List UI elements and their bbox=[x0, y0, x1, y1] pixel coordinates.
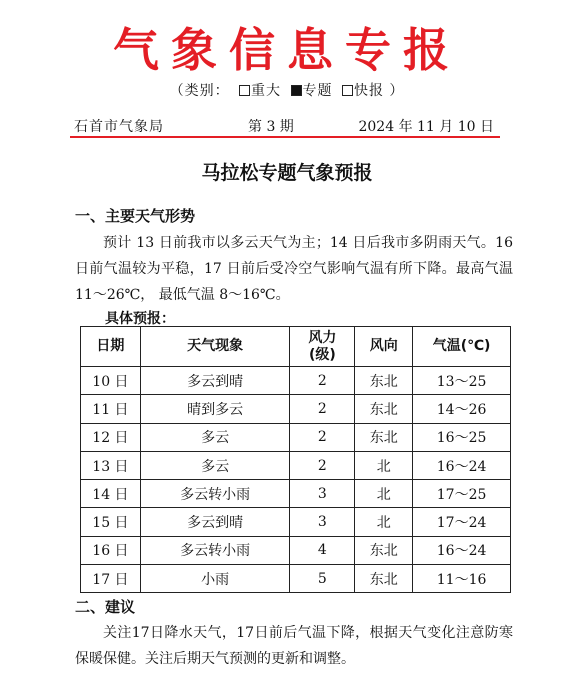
header-date: 日期 bbox=[81, 327, 141, 367]
table-row bbox=[81, 508, 511, 536]
header-wind-force-label: 风力(级) bbox=[308, 329, 337, 363]
category-line bbox=[0, 80, 574, 100]
cell-wind-force: 5 bbox=[290, 565, 355, 593]
cell-weather: 晴到多云 bbox=[140, 395, 290, 423]
forecast-table-caption: 具体预报： bbox=[105, 311, 175, 327]
issue-line bbox=[70, 116, 500, 138]
cell-date: 11 日 bbox=[81, 395, 141, 423]
cell-wind-force: 2 bbox=[290, 451, 355, 479]
table-row bbox=[81, 367, 511, 395]
checkbox-major-icon bbox=[239, 85, 250, 96]
cell-wind-force: 3 bbox=[290, 508, 355, 536]
cell-temperature: 16～24 bbox=[413, 451, 511, 479]
cell-wind-direction: 东北 bbox=[355, 395, 413, 423]
cell-wind-direction: 东北 bbox=[355, 367, 413, 395]
cell-wind-direction: 北 bbox=[355, 480, 413, 508]
issue-date: 2024 年 11 月 10 日 bbox=[358, 119, 494, 135]
table-row bbox=[81, 480, 511, 508]
cell-wind-force: 2 bbox=[290, 423, 355, 451]
cell-temperature: 11～16 bbox=[413, 565, 511, 593]
table-row bbox=[81, 451, 511, 479]
cell-date: 12 日 bbox=[81, 423, 141, 451]
header-wind-force bbox=[290, 327, 355, 367]
category-option-special: 专题 bbox=[302, 83, 333, 99]
cell-date: 10 日 bbox=[81, 367, 141, 395]
cell-date: 13 日 bbox=[81, 451, 141, 479]
issuing-organization: 石首市气象局 bbox=[74, 119, 164, 135]
cell-date: 15 日 bbox=[81, 508, 141, 536]
cell-wind-force: 3 bbox=[290, 480, 355, 508]
cell-wind-direction: 北 bbox=[355, 451, 413, 479]
cell-temperature: 16～25 bbox=[413, 423, 511, 451]
forecast-table bbox=[80, 326, 511, 593]
cell-weather: 小雨 bbox=[140, 565, 290, 593]
document-title: 马拉松专题气象预报 bbox=[201, 162, 373, 184]
cell-wind-force: 2 bbox=[290, 395, 355, 423]
cell-temperature: 13～25 bbox=[413, 367, 511, 395]
table-row bbox=[81, 565, 511, 593]
masthead-title: 气象信息专报 bbox=[113, 23, 461, 77]
cell-weather: 多云 bbox=[140, 423, 290, 451]
cell-wind-direction: 东北 bbox=[355, 423, 413, 451]
cell-wind-direction: 东北 bbox=[355, 565, 413, 593]
checkbox-special-icon bbox=[291, 85, 302, 96]
cell-temperature: 16～24 bbox=[413, 536, 511, 564]
table-row bbox=[81, 395, 511, 423]
cell-wind-direction: 北 bbox=[355, 508, 413, 536]
cell-wind-force: 2 bbox=[290, 367, 355, 395]
header-temperature: 气温(℃) bbox=[413, 327, 511, 367]
section-weather-heading: 一、主要天气形势 bbox=[75, 207, 196, 225]
cell-weather: 多云到晴 bbox=[140, 508, 290, 536]
header-wind-direction: 风向 bbox=[355, 327, 413, 367]
table-row bbox=[81, 536, 511, 564]
cell-date: 14 日 bbox=[81, 480, 141, 508]
cell-wind-direction: 东北 bbox=[355, 536, 413, 564]
cell-weather: 多云转小雨 bbox=[140, 480, 290, 508]
cell-weather: 多云转小雨 bbox=[140, 536, 290, 564]
cell-temperature: 14～26 bbox=[413, 395, 511, 423]
cell-date: 16 日 bbox=[81, 536, 141, 564]
table-row bbox=[81, 423, 511, 451]
category-prefix: （类别： bbox=[169, 83, 230, 99]
section-advice-paragraph: 关注17日降水天气，17日前后气温下降，根据天气变化注意防寒保暖保健。关注后期天气预测的更新和调整。 bbox=[75, 625, 513, 667]
issue-number: 第 3 期 bbox=[248, 119, 294, 135]
section-weather-paragraph: 预计 13 日前我市以多云天气为主；14 日后我市多阴雨天气。16 日前气温较为平稳，17 日前后受冷空气影响气温有所下降。最高气温 11～26℃， 最低气温 8～16℃。 bbox=[75, 235, 513, 303]
cell-temperature: 17～25 bbox=[413, 480, 511, 508]
category-suffix: ） bbox=[389, 83, 405, 99]
section-advice-heading: 二、建议 bbox=[75, 598, 136, 616]
category-option-major: 重大 bbox=[251, 83, 282, 99]
cell-temperature: 17～24 bbox=[413, 508, 511, 536]
category-option-express: 快报 bbox=[353, 83, 384, 99]
cell-weather: 多云 bbox=[140, 451, 290, 479]
cell-wind-force: 4 bbox=[290, 536, 355, 564]
table-body bbox=[81, 367, 511, 593]
cell-date: 17 日 bbox=[81, 565, 141, 593]
cell-weather: 多云到晴 bbox=[140, 367, 290, 395]
checkbox-express-icon bbox=[342, 85, 353, 96]
table-header-row bbox=[81, 327, 511, 367]
header-weather: 天气现象 bbox=[140, 327, 290, 367]
